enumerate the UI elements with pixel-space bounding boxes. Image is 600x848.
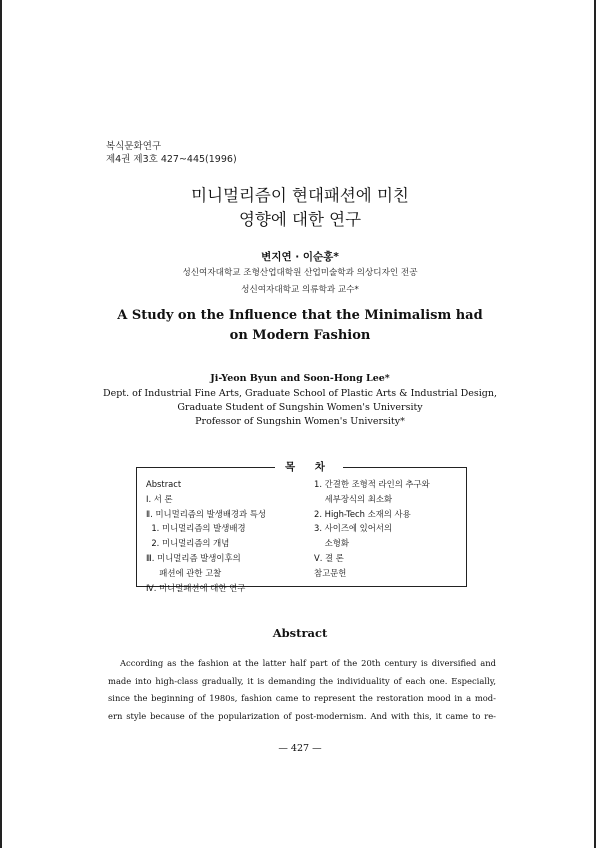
abstract-line: According as the fashion at the latter half part of the 20th century is diversified and: [120, 658, 496, 668]
toc-item: 소형화: [314, 538, 349, 549]
abstract-heading: Abstract: [272, 626, 328, 640]
toc-item: 2. 미니멀리즘의 개념: [146, 538, 230, 549]
toc-heading: 목 차: [275, 460, 343, 474]
table-of-contents: [136, 461, 467, 593]
toc-item: 패션에 관한 고찰: [146, 567, 222, 578]
english-title: [0, 306, 600, 346]
toc-item: Ⅱ. 미니멀리즘의 발생배경과 특성: [146, 508, 266, 519]
abstract-line: since the beginning of 1980s, fashion came to represent the restoration mood in a mod-: [108, 693, 496, 703]
toc-item: Ⅰ. 서 론: [146, 493, 173, 504]
journal-info: [106, 140, 237, 166]
toc-right-column: [314, 477, 430, 581]
korean-affiliation-2: 성신여자대학교 의류학과 교수*: [241, 285, 359, 295]
korean-title-line2: 영향에 대한 연구: [238, 210, 362, 229]
journal-name: 복식문화연구: [106, 141, 162, 152]
page-number: — 427 —: [278, 743, 322, 754]
toc-item: 3. 사이즈에 있어서의: [314, 523, 393, 534]
abstract-line: made into high-class gradually, it is demanding the individuality of each one. Especially,: [108, 675, 496, 686]
korean-title: [0, 184, 600, 232]
korean-authors: 변지연 · 이순홍*: [261, 251, 339, 263]
korean-title-line1: 미니멀리즘이 현대패션에 미친: [191, 186, 409, 205]
toc-item: 1. 간결한 조형적 라인의 추구와: [314, 479, 430, 489]
english-affiliation-3: Professor of Sungshin Women's University*: [195, 416, 405, 427]
abstract-body: [108, 655, 496, 725]
toc-item: Ⅲ. 미니멀리즘 발생이후의: [146, 552, 241, 563]
english-affiliations: [0, 387, 600, 429]
korean-affiliation-1: 성신여자대학교 조형산업대학원 산업미술학과 의상디자인 전공: [182, 268, 418, 278]
toc-left-column: [146, 477, 266, 595]
journal-volume: 제4권 제3호 427~445(1996): [106, 154, 237, 165]
toc-item: Ⅴ. 결 론: [314, 552, 344, 563]
english-affiliation-1: Dept. of Industrial Fine Arts, Graduate School of Plastic Arts & Industrial Design,: [102, 388, 498, 399]
toc-item: Abstract: [146, 479, 182, 489]
toc-item: 세부장식의 최소화: [314, 493, 393, 504]
english-affiliation-2: Graduate Student of Sungshin Women's University: [177, 402, 423, 413]
toc-item: 1. 미니멀리즘의 발생배경: [146, 523, 246, 534]
english-authors: Ji-Yeon Byun and Soon-Hong Lee*: [210, 373, 390, 384]
abstract-line: ern style because of the popularization of post-modernism. And with this, it came to re-: [108, 710, 496, 721]
korean-affiliations: [0, 265, 600, 299]
english-title-line1: A Study on the Influence that the Minimalism had: [117, 308, 483, 323]
english-title-line2: on Modern Fashion: [229, 328, 371, 343]
toc-item: Ⅳ. 미니멀패션에 대한 연구: [146, 582, 246, 593]
toc-item: 참고문헌: [314, 567, 347, 578]
toc-item: 2. High-Tech 소재의 사용: [314, 508, 411, 519]
